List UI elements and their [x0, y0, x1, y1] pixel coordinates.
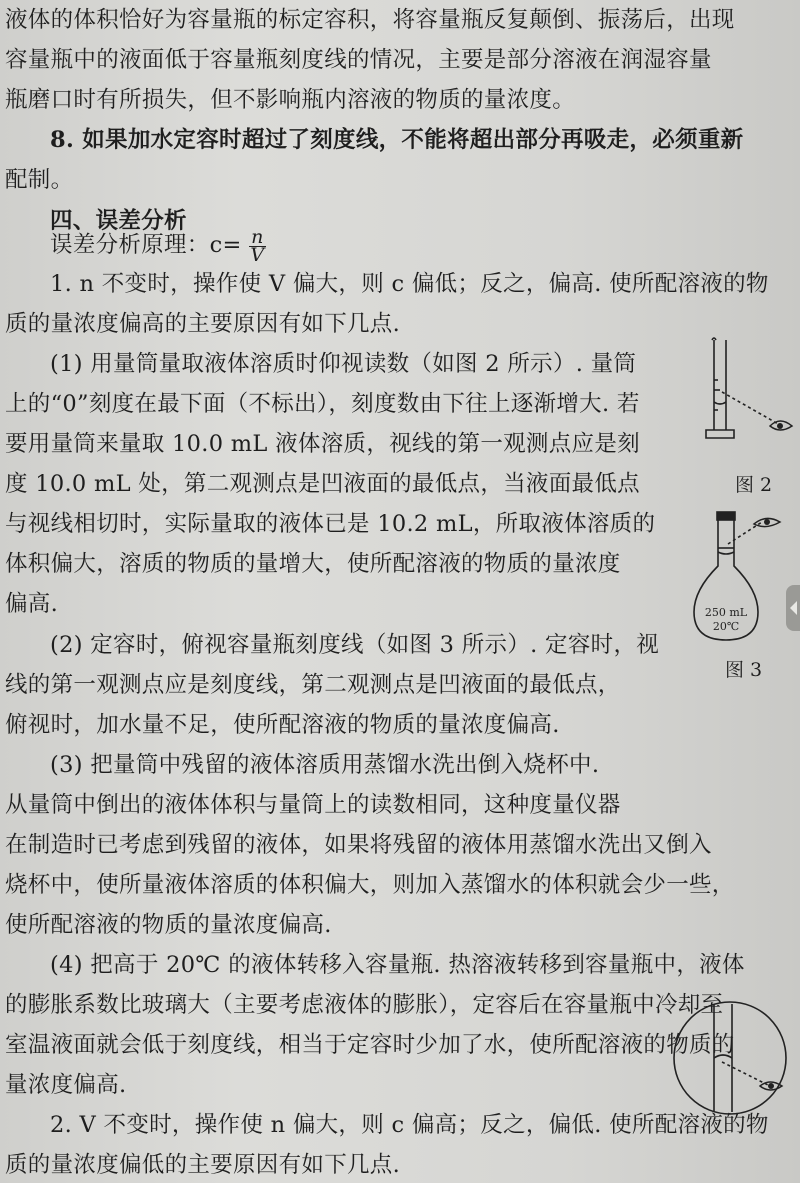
text-line: 量浓度偏高.	[5, 1072, 127, 1098]
text-line: 配制。	[5, 167, 74, 193]
text-line: 体积偏大，溶质的物质的量增大，使所配溶液的物质的量浓度	[5, 551, 621, 577]
text-line: 偏高.	[5, 591, 59, 617]
point-2: 2. V 不变时，操作使 n 偏大，则 c 偏高；反之，偏低. 使所配溶液的物	[50, 1112, 769, 1138]
figure-4-burette	[670, 1000, 795, 1120]
text-line: (4) 把高于 20℃ 的液体转移入容量瓶. 热溶液转移到容量瓶中，液体	[50, 952, 745, 978]
text-line: 从量筒中倒出的液体体积与量筒上的读数相同，这种度量仪器	[5, 792, 621, 818]
text-line: 上的“0”刻度在最下面（不标出），刻度数由下往上逐渐增大. 若	[5, 391, 640, 417]
text-line: 烧杯中，使所量液体溶质的体积偏大，则加入蒸馏水的体积就会少一些，	[5, 872, 735, 898]
text-line: (1) 用量筒量取液体溶质时仰视读数（如图 2 所示）. 量筒	[50, 351, 637, 377]
formula-fraction	[249, 225, 266, 266]
text-line: 质的量浓度偏低的主要原因有如下几点.	[5, 1152, 401, 1178]
text-line: 质的量浓度偏高的主要原因有如下几点.	[5, 311, 401, 337]
text-line: 与视线相切时，实际量取的液体已是 10.2 mL，所取液体溶质的	[5, 511, 656, 537]
text-line: (3) 把量筒中残留的液体溶质用蒸馏水洗出倒入烧杯中.	[50, 752, 600, 778]
text-line: 容量瓶中的液面低于容量瓶刻度线的情况，主要是部分溶液在润湿容量	[5, 47, 712, 73]
text-line: 度 10.0 mL 处，第二观测点是凹液面的最低点，当液面最低点	[5, 471, 640, 497]
figure-3-flask	[690, 508, 795, 648]
formula-denominator: V	[250, 243, 265, 266]
item-8: 8. 如果加水定容时超过了刻度线，不能将超出部分再吸走，必须重新	[50, 127, 744, 153]
flask-volume-label: 250 mL	[704, 606, 748, 619]
text-line: 俯视时，加水量不足，使所配溶液的物质的量浓度偏高.	[5, 712, 560, 738]
page-side-tab[interactable]	[786, 585, 800, 631]
text-line: 线的第一观测点应是刻度线，第二观测点是凹液面的最低点，	[5, 672, 621, 698]
text-line: 液体的体积恰好为容量瓶的标定容积，将容量瓶反复颠倒、振荡后，出现	[5, 7, 735, 33]
eye-icon	[754, 518, 780, 526]
figure-2-caption: 图 2	[735, 474, 773, 496]
formula-numerator: n	[251, 225, 264, 248]
text-line: 在制造时已考虑到残留的液体，如果将残留的液体用蒸馏水洗出又倒入	[5, 832, 712, 858]
text-line: (2) 定容时，俯视容量瓶刻度线（如图 3 所示）. 定容时，视	[50, 632, 660, 658]
section-heading: 四、误差分析	[50, 208, 187, 234]
text-line: 使所配溶液的物质的量浓度偏高.	[5, 912, 332, 938]
formula-line	[50, 227, 266, 264]
figure-3-caption: 图 3	[725, 659, 763, 681]
flask-temp-label: 20℃	[712, 620, 740, 633]
formula-label: 误差分析原理：c=	[50, 232, 242, 258]
eye-icon	[770, 421, 792, 430]
text-line: 的膨胀系数比玻璃大（主要考虑液体的膨胀），定容后在容量瓶中冷却至	[5, 992, 724, 1018]
point-1: 1. n 不变时，操作使 V 偏大，则 c 偏低；反之，偏高. 使所配溶液的物	[50, 271, 769, 297]
text-line: 瓶磨口时有所损失，但不影响瓶内溶液的物质的量浓度。	[5, 87, 576, 113]
figure-2-cylinder	[700, 330, 795, 455]
text-line: 要用量筒来量取 10.0 mL 液体溶质，视线的第一观测点应是刻	[5, 431, 640, 457]
text-line: 室温液面就会低于刻度线，相当于定容时少加了水，使所配溶液的物质的	[5, 1032, 735, 1058]
